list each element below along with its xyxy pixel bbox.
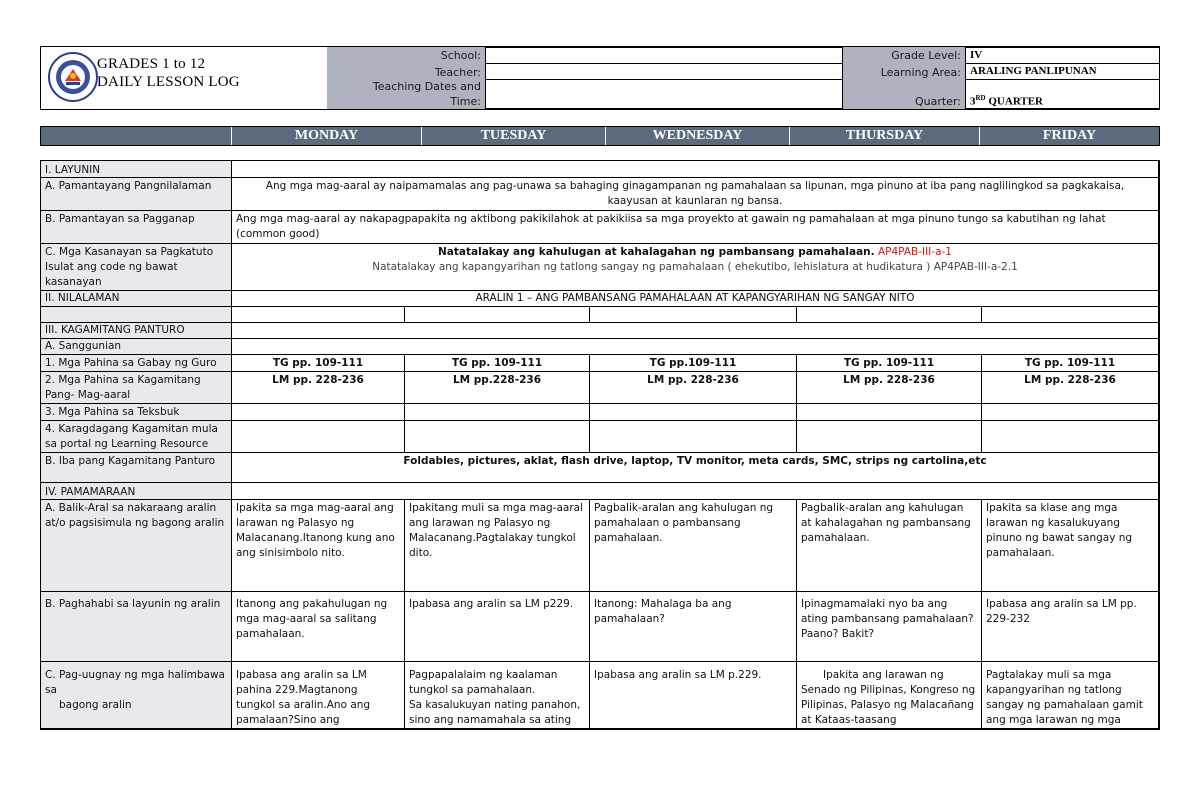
area-label: Learning Area: — [880, 66, 961, 79]
gabay-mon: TG pp. 109-111 — [232, 355, 405, 372]
row-label-pag-uugnay — [41, 662, 232, 729]
row-label-gabay: 1. Mga Pahina sa Gabay ng Guro — [41, 355, 232, 372]
balik-mon: Ipakita sa mga mag-aaral ang larawan ng Palasyo ng Malacanang.Itanong kung ano ang sinisimbolo nito. — [232, 500, 405, 592]
row-kagamitan-content — [232, 323, 1159, 339]
row-label-lr-portal: 4. Karagdagang Kagamitan mula sa portal ng Learning Resource — [41, 421, 232, 453]
row-label-kagamitan: III. KAGAMITANG PANTURO — [41, 323, 232, 339]
day-friday: FRIDAY — [979, 127, 1159, 145]
blank-cell-wed — [590, 307, 797, 323]
iba-pang-kagamitan-content: Foldables, pictures, aklat, flash drive, laptop, TV monitor, meta cards, SMC, strips ng cartolina,etc — [232, 453, 1159, 483]
lr-tue — [405, 421, 590, 453]
balik-tue: Ipakitang muli sa mga mag-aaral ang larawan ng Palasyo ng Malacanang.Pagtalakay tungkol dito. — [405, 500, 590, 592]
teksbuk-mon — [232, 404, 405, 421]
c-line-1 — [236, 245, 1154, 260]
teksbuk-thu — [797, 404, 982, 421]
blank-cell-mon — [232, 307, 405, 323]
day-monday: MONDAY — [231, 127, 421, 145]
grade-label: Grade Level: — [891, 49, 961, 62]
deped-seal-icon — [47, 51, 99, 103]
lr-wed — [590, 421, 797, 453]
row-label-kagamitang-mag-aaral: 2. Mga Pahina sa Kagamitang Pang- Mag-aaral — [41, 372, 232, 404]
gabay-wed: TG pp.109-111 — [590, 355, 797, 372]
school-field[interactable] — [485, 47, 843, 64]
school-label: School: — [440, 49, 481, 62]
kag-wed: LM pp. 228-236 — [590, 372, 797, 404]
row-layunin-content — [232, 161, 1159, 178]
header-title-area — [41, 47, 328, 109]
gabay-tue: TG pp. 109-111 — [405, 355, 590, 372]
dates-label-2: Time: — [450, 95, 481, 108]
blank-cell-tue — [405, 307, 590, 323]
c-line-1-text: Natatalakay ang kahulugan at kahalagahan ng pambansang pamahalaan. — [438, 246, 875, 258]
dates-label-1: Teaching Dates and — [372, 80, 481, 93]
uugnay-label-2: bagong aralin — [59, 699, 132, 711]
lesson-table — [40, 160, 1160, 730]
row-label-sanggunian: A. Sanggunian — [41, 339, 232, 355]
quarter-sup: RD — [975, 94, 986, 102]
uugnay-fri: Pagtalakay muli sa mga kapangyarihan ng tatlong sangay ng pamahalaan gamit ang mga larawan ng mga — [982, 662, 1159, 729]
uugnay-tue: Pagpapalalaim ng kaalaman tungkol sa pamahalaan. Sa kasalukuyan nating panahon, sino ang namamahala sa ating — [405, 662, 590, 729]
paghahabi-thu: Ipinagmamalaki nyo ba ang ating pambansang pamahalaan? Paano? Bakit? — [797, 592, 982, 662]
title-line-1: GRADES 1 to 12 — [97, 56, 206, 72]
row-a-content: Ang mga mag-aaral ay naipamamalas ang pag-unawa sa bahaging ginagampanan ng pamahalaan sa lipunan, mga pinuno at iba pang naglilingkod sa pagkakaisa, kaayusan at kaunlaran ng bansa. — [232, 178, 1159, 211]
kag-thu: LM pp. 228-236 — [797, 372, 982, 404]
row-label-c: C. Mga Kasanayan sa Pagkatuto Isulat ang code ng bawat kasanayan — [41, 244, 232, 291]
row-b-content: Ang mga mag-aaral ay nakapagpapakita ng aktibong pakikilahok at pakikiisa sa mga proyekto at gawain ng pamahalaan at mga pinuno tungo sa kabutihan ng lahat (common good) — [232, 211, 1159, 244]
uugnay-thu: Ipakita ang larawan ng Senado ng Pilipinas, Kongreso ng Pilipinas, Palasyo ng Malacañang at Kataas-taasang — [797, 662, 982, 729]
quarter-label: Quarter: — [914, 95, 961, 108]
row-label-layunin: I. LAYUNIN — [41, 161, 232, 178]
area-field[interactable]: ARALING PANLIPUNAN — [965, 63, 1160, 80]
blank-cell-thu — [797, 307, 982, 323]
row-label-b: B. Pamantayan sa Pagganap — [41, 211, 232, 244]
row-label-balik-aral: A. Balik-Aral sa nakaraang aralin at/o pagsisimula ng bagong aralin — [41, 500, 232, 592]
grade-field[interactable]: IV — [965, 47, 1160, 64]
kag-mon: LM pp. 228-236 — [232, 372, 405, 404]
quarter-field[interactable] — [965, 79, 1160, 109]
quarter-num: 3 — [970, 95, 976, 108]
row-pamamaraan-content — [232, 483, 1159, 500]
paghahabi-wed: Itanong: Mahalaga ba ang pamahalaan? — [590, 592, 797, 662]
header-box — [40, 46, 1160, 110]
header-title — [97, 55, 240, 91]
c-line-2: Natatalakay ang kapangyarihan ng tatlong sangay ng pamahalaan ( ehekutibo, lehislatura at hudikatura ) AP4PAB-III-a-2.1 — [372, 261, 1018, 273]
uugnay-wed: Ipabasa ang aralin sa LM p.229. — [590, 662, 797, 729]
balik-wed: Pagbalik-aralan ang kahulugan ng pamahalaan o pambansang pamahalaan. — [590, 500, 797, 592]
row-label-a: A. Pamantayang Pangnilalaman — [41, 178, 232, 211]
row-nilalaman-content: ARALIN 1 – ANG PAMBANSANG PAMAHALAAN AT KAPANGYARIHAN NG SANGAY NITO — [232, 291, 1159, 307]
row-label-teksbuk: 3. Mga Pahina sa Teksbuk — [41, 404, 232, 421]
balik-fri: Ipakita sa klase ang mga larawan ng kasalukuyang pinuno ng bawat sangay ng pamahalaan. — [982, 500, 1159, 592]
teksbuk-wed — [590, 404, 797, 421]
kag-fri: LM pp. 228-236 — [982, 372, 1159, 404]
c-code-1: AP4PAB-III-a-1 — [874, 246, 952, 258]
day-header-bar — [40, 126, 1160, 146]
lr-fri — [982, 421, 1159, 453]
row-sanggunian-content — [232, 339, 1159, 355]
lr-thu — [797, 421, 982, 453]
title-line-2: DAILY LESSON LOG — [97, 74, 240, 90]
gabay-fri: TG pp. 109-111 — [982, 355, 1159, 372]
quarter-rest: QUARTER — [985, 95, 1043, 108]
kag-tue: LM pp.228-236 — [405, 372, 590, 404]
day-tuesday: TUESDAY — [421, 127, 605, 145]
teacher-label: Teacher: — [434, 66, 481, 79]
teksbuk-tue — [405, 404, 590, 421]
paghahabi-fri: Ipabasa ang aralin sa LM pp. 229-232 — [982, 592, 1159, 662]
day-wednesday: WEDNESDAY — [605, 127, 789, 145]
row-label-blank — [41, 307, 232, 323]
row-label-nilalaman: II. NILALAMAN — [41, 291, 232, 307]
balik-thu: Pagbalik-aralan ang kahulugan at kahalagahan ng pambansang pamahalaan. — [797, 500, 982, 592]
paghahabi-tue: Ipabasa ang aralin sa LM p229. — [405, 592, 590, 662]
teksbuk-fri — [982, 404, 1159, 421]
row-c-content — [232, 244, 1159, 291]
paghahabi-mon: Itanong ang pakahulugan ng mga mag-aaral sa salitang pamahalaan. — [232, 592, 405, 662]
row-label-pamamaraan: IV. PAMAMARAAN — [41, 483, 232, 500]
dates-field[interactable] — [485, 79, 843, 109]
teacher-field[interactable] — [485, 63, 843, 80]
row-label-paghahabi: B. Paghahabi sa layunin ng aralin — [41, 592, 232, 662]
gabay-thu: TG pp. 109-111 — [797, 355, 982, 372]
lr-mon — [232, 421, 405, 453]
day-thursday: THURSDAY — [789, 127, 979, 145]
uugnay-label-1: C. Pag-uugnay ng mga halimbawa sa — [45, 669, 225, 696]
row-label-iba-pang-kagamitan: B. Iba pang Kagamitang Panturo — [41, 453, 232, 483]
uugnay-mon: Ipabasa ang aralin sa LM pahina 229.Magtanong tungkol sa aralin.Ano ang pamalaan?Sino ang — [232, 662, 405, 729]
blank-cell-fri — [982, 307, 1159, 323]
